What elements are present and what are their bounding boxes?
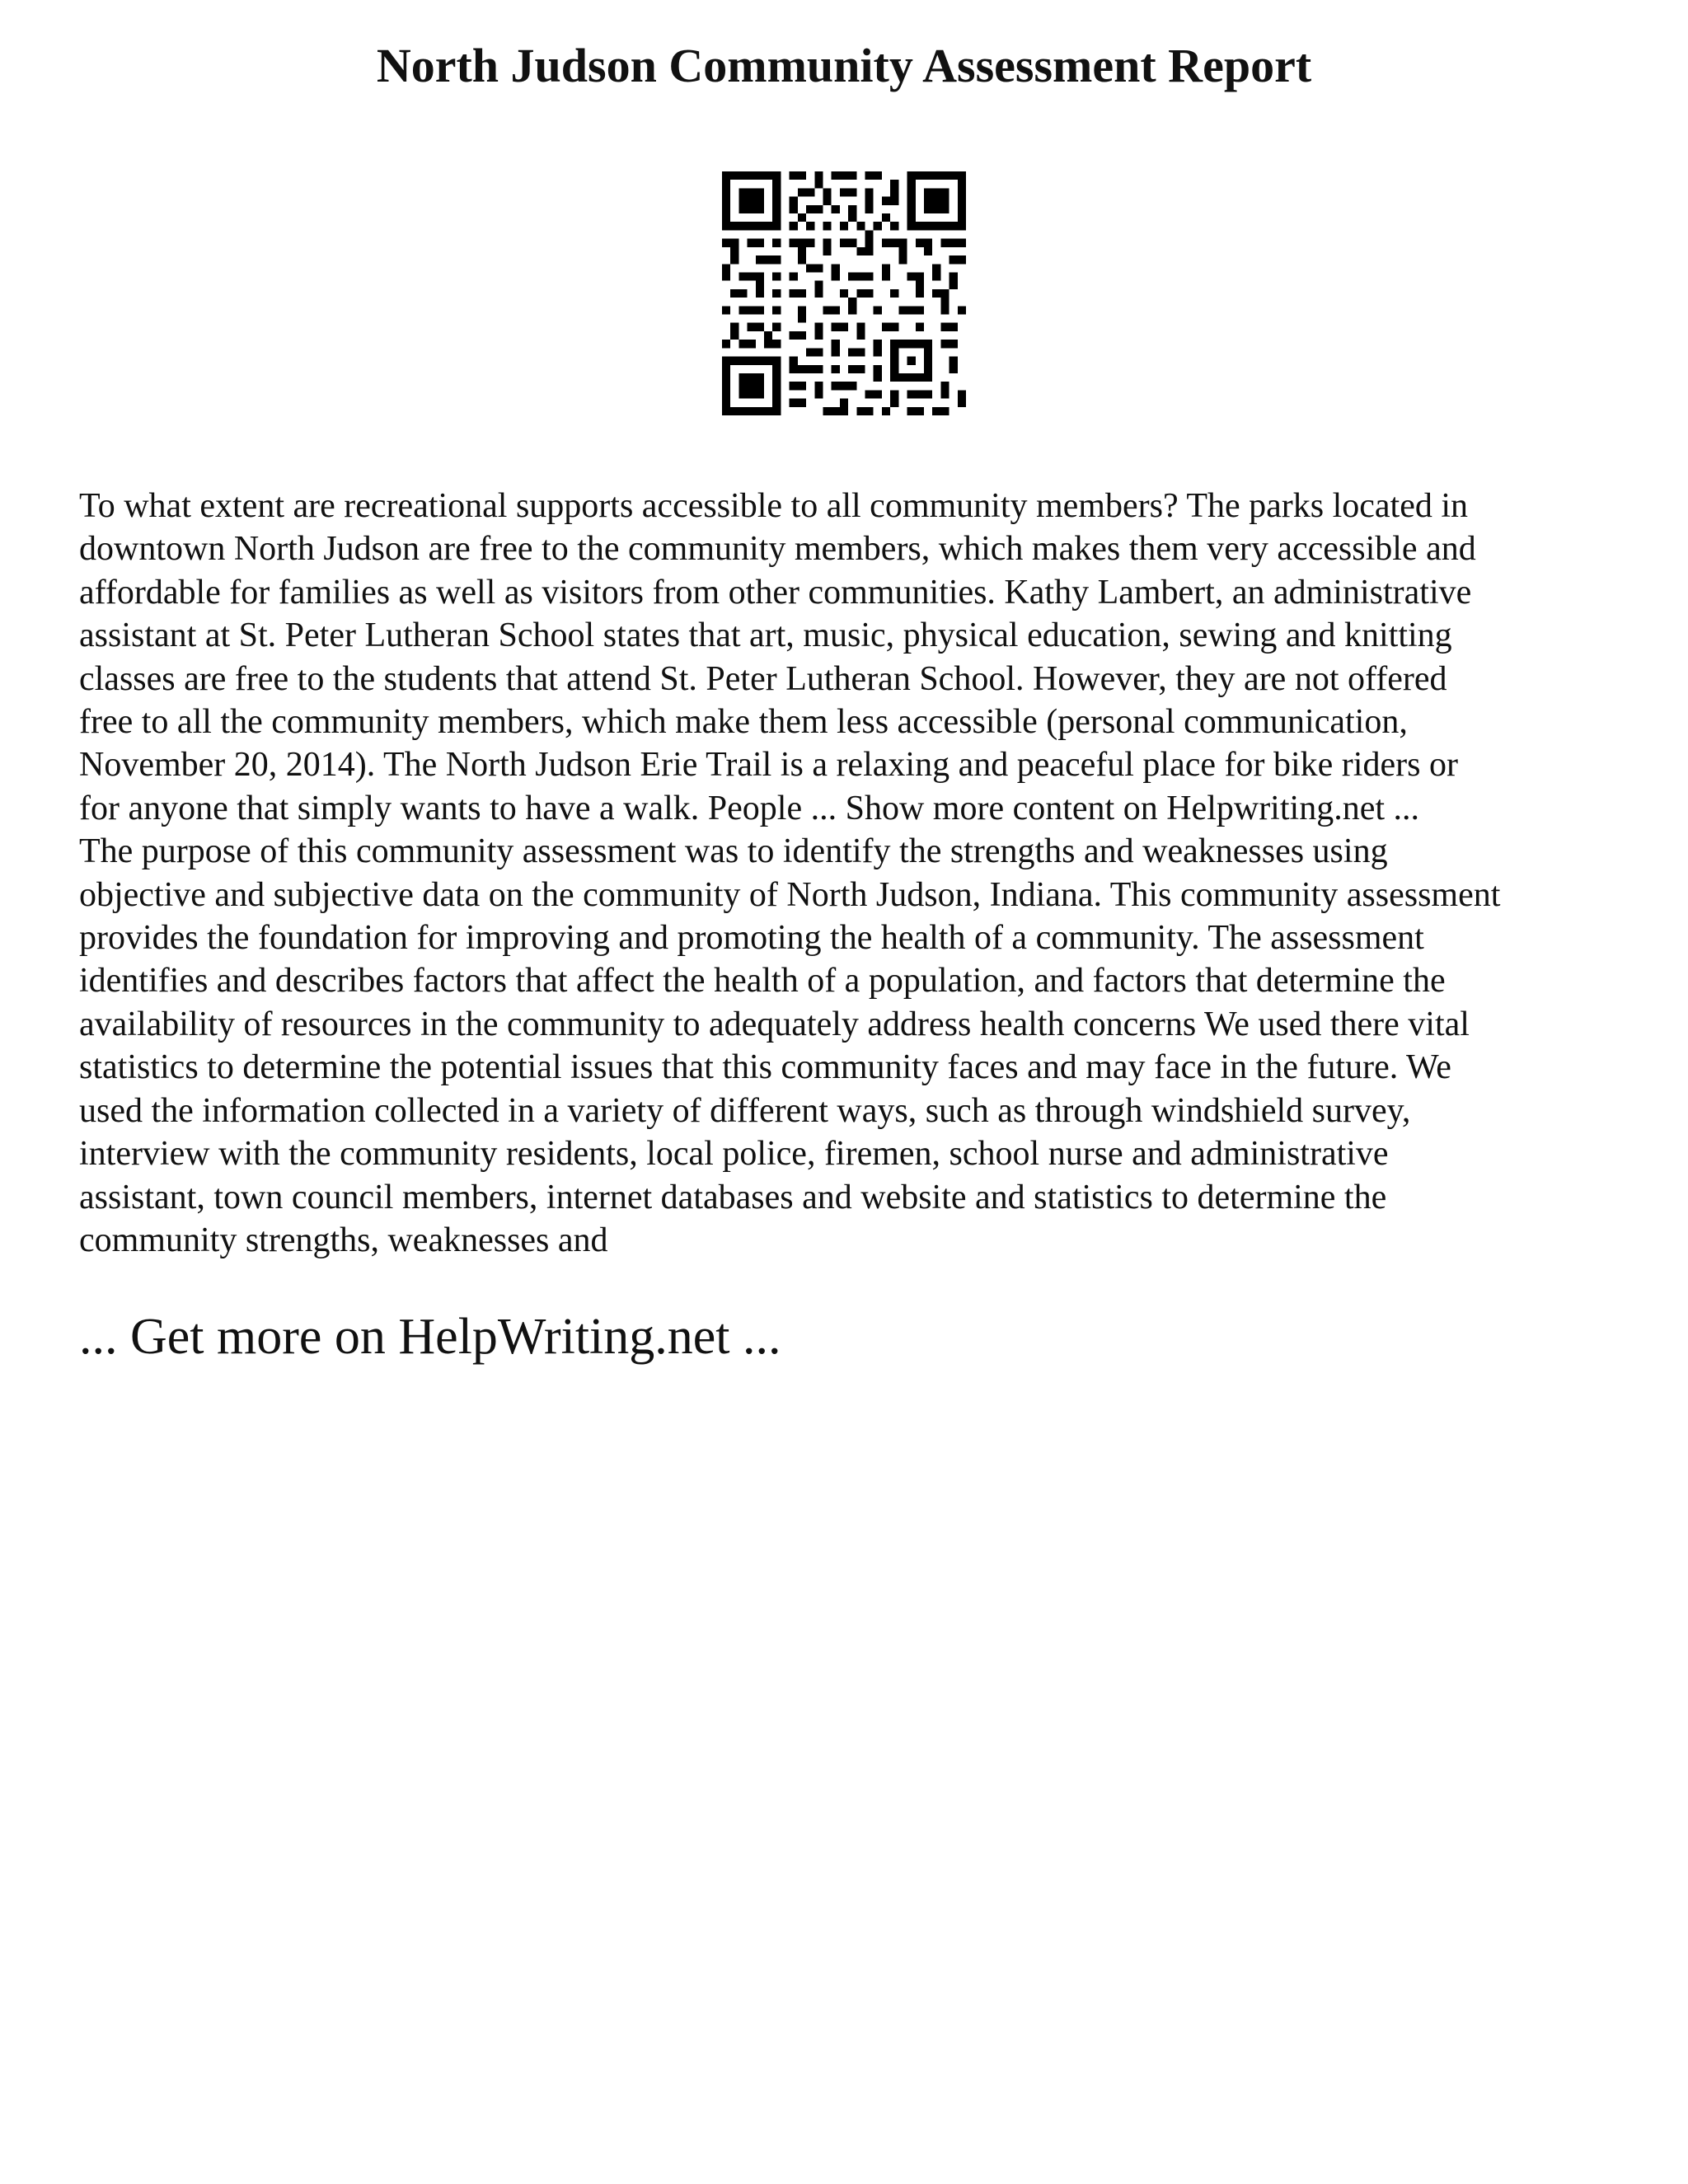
get-more-link[interactable]: ... Get more on HelpWriting.net ... (79, 1309, 781, 1365)
page-title: North Judson Community Assessment Report (376, 39, 1312, 92)
qr-code-icon (722, 171, 966, 415)
body-paragraph: To what extent are recreational supports accessible to all community members? The parks located in downtown North Judson are free to the community members, which makes them very accessible and affordable for families as well as visitors from other communities. Kathy Lambert, an administrative assistant at St. Peter Lutheran School states that art, music, physical education, sewing and knitting classes are free to the students that attend St. Peter Lutheran School. However, they are not offered free to all the community members, which make them less accessible (personal communication, November 20, 2014). The North Judson Erie Trail is a relaxing and peaceful place for bike riders or for anyone that simply wants to have a walk. People ... Show more content on Helpwriting.net ... The purpose of this community assessment was to identify the strengths and weaknesses using objective and subjective data on the community of North Judson, Indiana. This community assessment provides the foundation for improving and promoting the health of a community. The assessment identifies and describes factors that affect the health of a population, and factors that determine the availability of resources in the community to adequately address health concerns We used there vital statistics to determine the potential issues that this community faces and may face in the future. We used the information collected in a variety of different ways, such as through windshield survey, interview with the community residents, local police, firemen, school nurse and administrative assistant, town council members, internet databases and website and statistics to determine the community strengths, weaknesses and (79, 487, 1501, 1259)
